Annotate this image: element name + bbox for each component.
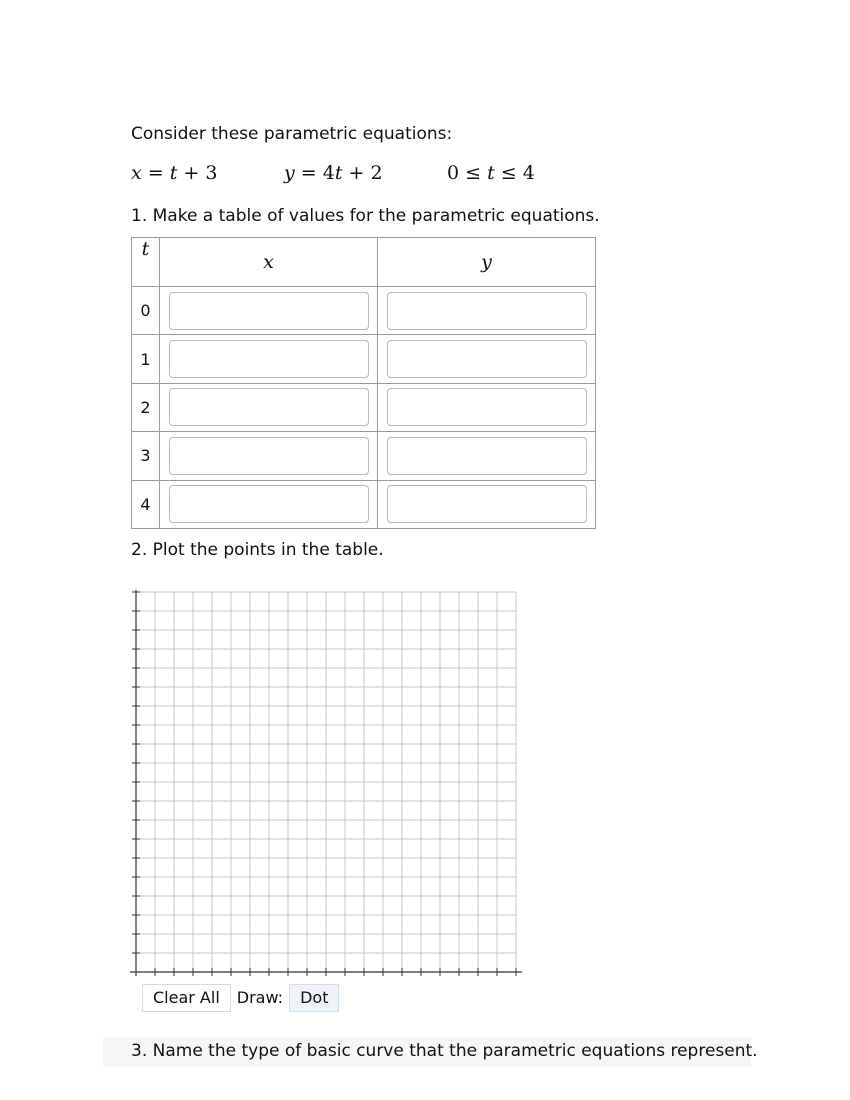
x-input-t4[interactable] [169,485,369,523]
question-3: 3. Name the type of basic curve that the parametric equations represent. [131,1041,758,1061]
table-row [132,335,596,383]
table-row [132,480,596,528]
graph-toolbar [142,984,339,1012]
y-input-t4[interactable] [387,485,587,523]
plot-grid[interactable] [124,586,524,978]
table-row [132,432,596,480]
t-value: 1 [132,335,160,383]
y-input-t0[interactable] [387,292,587,330]
x-input-t1[interactable] [169,340,369,378]
table-row [132,383,596,431]
question-2: 2. Plot the points in the table. [131,540,384,560]
table-row [132,287,596,335]
header-x: x [160,238,378,287]
x-input-t0[interactable] [169,292,369,330]
table-header-row [132,238,596,287]
t-value: 4 [132,480,160,528]
question-1: 1. Make a table of values for the parametric equations. [131,206,600,226]
x-input-t2[interactable] [169,388,369,426]
t-value: 2 [132,383,160,431]
y-input-t1[interactable] [387,340,587,378]
draw-label: Draw: [236,988,284,1007]
y-equation: y = 4t + 2 [284,162,383,184]
y-input-t3[interactable] [387,437,587,475]
t-range: 0 ≤ t ≤ 4 [447,162,535,184]
intro-text: Consider these parametric equations: [131,124,453,144]
header-y: y [378,238,596,287]
t-value: 0 [132,287,160,335]
x-equation: x = t + 3 [131,162,218,184]
clear-all-button[interactable]: Clear All [142,984,231,1012]
dot-tool-button[interactable]: Dot [289,984,339,1012]
values-table [131,237,596,529]
t-value: 3 [132,432,160,480]
header-t: t [132,238,160,287]
x-input-t3[interactable] [169,437,369,475]
y-input-t2[interactable] [387,388,587,426]
